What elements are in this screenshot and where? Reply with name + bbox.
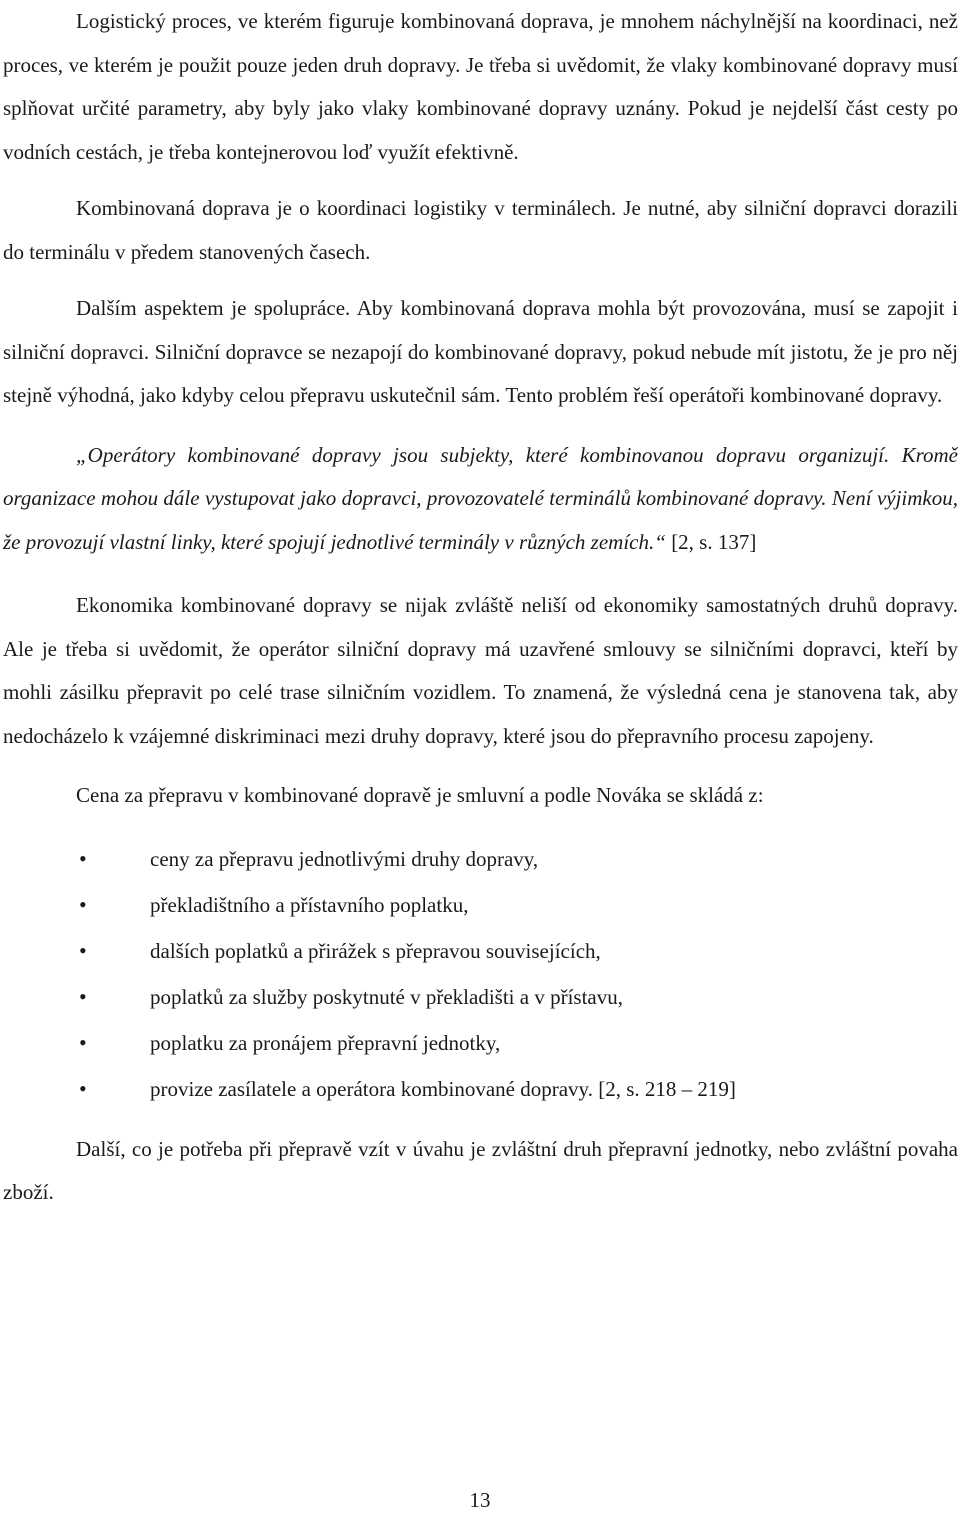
list-item [3, 928, 958, 974]
bullet-icon: • [79, 891, 87, 917]
document-page [3, 0, 958, 1215]
paragraph-operator-quote [3, 434, 958, 565]
list-item-text: poplatků za služby poskytnuté v překladišti a v přístavu, [150, 984, 623, 1009]
list-item-text: dalších poplatků a přirážek s přepravou souvisejících, [150, 938, 601, 963]
list-item [3, 1066, 958, 1112]
paragraph-cooperation: Dalším aspektem je spolupráce. Aby kombinovaná doprava mohla být provozována, musí se zapojit i silniční dopravci. Silniční dopravce se nezapojí do kombinované dopravy, pokud nebude mít jistotu, že je pro něj stejně výhodná, jako kdyby celou přepravu uskutečnil sám. Tento problém řeší operátoři kombinované dopravy. [3, 296, 958, 407]
quote-text: „Operátory kombinované dopravy jsou subjekty, které kombinovanou dopravu organizují. Kromě organizace mohou dále vystupovat jako dopravci, provozovatelé terminálů kombinované dopravy. Není výjimkou, že provozují vlastní linky, které spojují jednotlivé terminály v různých zemích.“ [3, 442, 958, 554]
list-item [3, 882, 958, 928]
list-item-text: provize zasílatele a operátora kombinované dopravy. [2, s. 218 – 219] [150, 1076, 736, 1101]
paragraph-economics: Ekonomika kombinované dopravy se nijak zvláště neliší od ekonomiky samostatných druhů dopravy. Ale je třeba si uvědomit, že operátor silniční dopravy má uzavřené smlouvy se silničními dopravci, kteří by mohli zásilku přepravit po celé trase silničním vozidlem. To znamená, že výsledná cena je stanovena tak, aby nedocházelo k vzájemné diskriminaci mezi druhy dopravy, které jsou do přepravního procesu zapojeny. [3, 593, 958, 748]
page-number: 13 [469, 1488, 491, 1512]
paragraph-terminal-coordination: Kombinovaná doprava je o koordinaci logistiky v terminálech. Je nutné, aby silniční dopravci dorazili do terminálu v předem stanovených časech. [3, 196, 958, 264]
paragraph-price-intro: Cena za přepravu v kombinované dopravě je smluvní a podle Nováka se skládá z: [76, 783, 764, 807]
quote-citation: [2, s. 137] [665, 529, 757, 554]
bullet-icon: • [79, 983, 87, 1009]
paragraph-special-units: Další, co je potřeba při přepravě vzít v úvahu je zvláštní druh přepravní jednotky, nebo zvláštní povaha zboží. [3, 1136, 958, 1204]
bullet-icon: • [79, 1075, 87, 1101]
list-item-text: ceny za přepravu jednotlivými druhy dopravy, [150, 846, 539, 871]
bullet-icon: • [79, 937, 87, 963]
price-components-list [3, 836, 958, 1112]
paragraph-logistics-process: Logistický proces, ve kterém figuruje kombinovaná doprava, je mnohem náchylnější na koordinaci, než proces, ve kterém je použit pouze jeden druh dopravy. Je třeba si uvědomit, že vlaky kombinované dopravy musí splňovat určité parametry, aby byly jako vlaky kombinované dopravy uznány. Pokud je nejdelší část cesty po vodních cestách, je třeba kontejnerovou loď využít efektivně. [3, 9, 958, 164]
list-item [3, 1020, 958, 1066]
list-item [3, 836, 958, 882]
list-item-text: poplatku za pronájem přepravní jednotky, [150, 1030, 501, 1055]
bullet-icon: • [79, 1029, 87, 1055]
bullet-icon: • [79, 845, 87, 871]
list-item-text: překladištního a přístavního poplatku, [150, 892, 469, 917]
list-item [3, 974, 958, 1020]
